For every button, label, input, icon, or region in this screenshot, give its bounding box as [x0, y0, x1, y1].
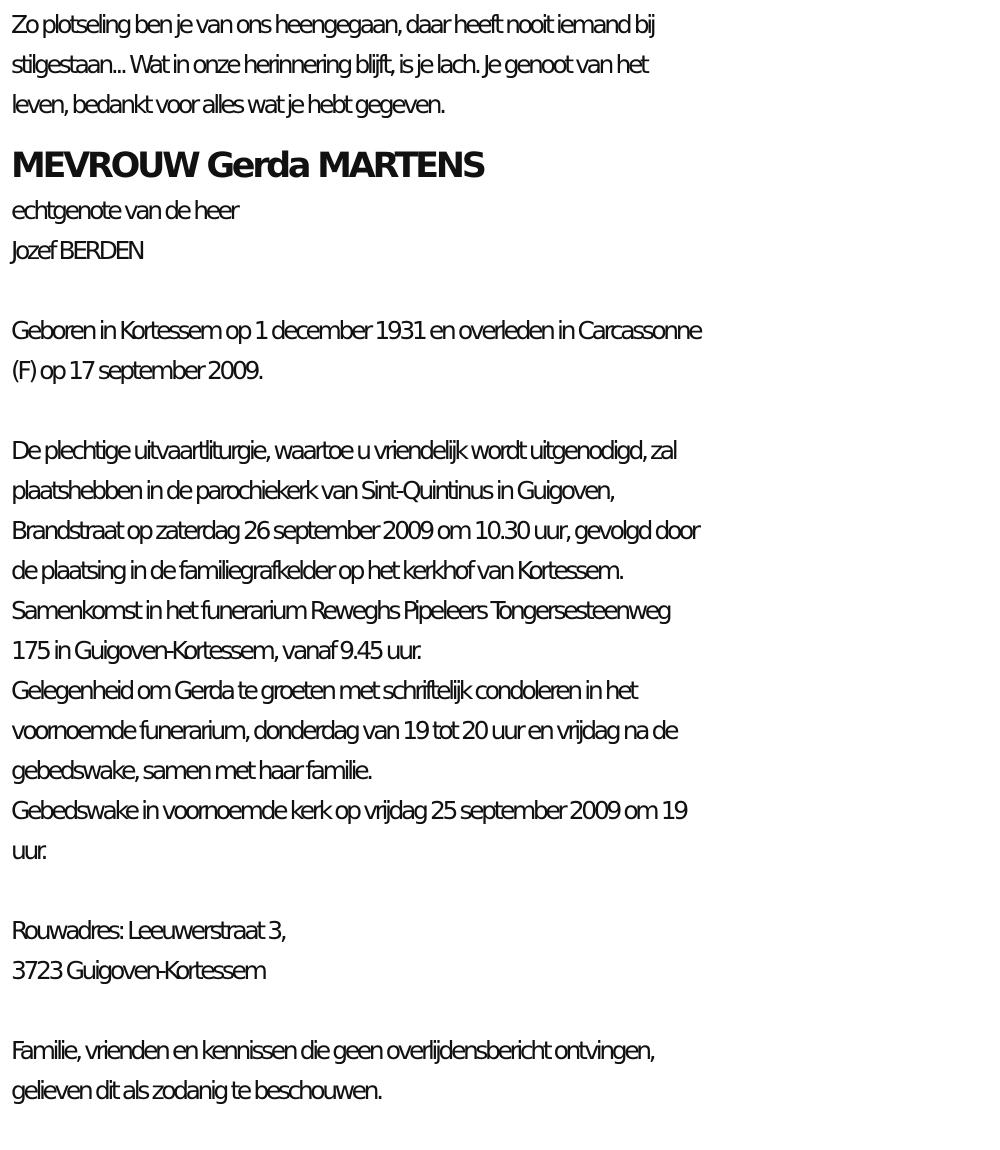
- ceremony-line: Gelegenheid om Gerda te groeten met schriftelijk condoleren in het: [11, 676, 636, 705]
- intro-line: stilgestaan... Wat in onze herinnering blijft, is je lach. Je genoot van het: [11, 50, 647, 79]
- spouse-name: Jozef BERDEN: [11, 236, 143, 265]
- ceremony-line: Samenkomst in het funerarium Reweghs Pipeleers Tongersesteenweg: [11, 596, 670, 625]
- spouse-info: [11, 191, 996, 271]
- closing-line: Familie, vrienden en kennissen die geen overlijdensbericht ontvingen,: [11, 1036, 654, 1065]
- birth-death-line: Geboren in Kortessem op 1 december 1931 en overleden in Carcassonne: [11, 316, 701, 345]
- spacer: [11, 271, 996, 311]
- intro-line: Zo plotseling ben je van ons heengegaan, daar heeft nooit iemand bij: [11, 10, 654, 39]
- birth-death-info: [11, 311, 996, 391]
- spacer: [11, 871, 996, 911]
- deceased-name: MEVROUW Gerda MARTENS: [11, 146, 484, 186]
- ceremony-line: 175 in Guigoven-Kortessem, vanaf 9.45 uur.: [11, 636, 420, 665]
- ceremony-line: De plechtige uitvaartliturgie, waartoe u vriendelijk wordt uitgenodigd, zal: [11, 436, 676, 465]
- intro-line: leven, bedankt voor alles wat je hebt gegeven.: [11, 90, 444, 119]
- spacer: [11, 391, 996, 431]
- ceremony-line: gebedswake, samen met haar familie.: [11, 756, 371, 785]
- ceremony-line: Brandstraat op zaterdag 26 september 2009 om 10.30 uur, gevolgd door: [11, 516, 698, 545]
- address-line: 3723 Guigoven-Kortessem: [11, 956, 265, 985]
- obituary-notice: [11, 5, 996, 1111]
- mourning-address: [11, 911, 996, 991]
- ceremony-info: [11, 431, 996, 871]
- ceremony-line: voornoemde funerarium, donderdag van 19 tot 20 uur en vrijdag na de: [11, 716, 677, 745]
- ceremony-line: de plaatsing in de familiegrafkelder op het kerkhof van Kortessem.: [11, 556, 623, 585]
- closing-note: [11, 1031, 996, 1111]
- spouse-line: echtgenote van de heer: [11, 196, 237, 225]
- spacer: [11, 991, 996, 1031]
- ceremony-line: Gebedswake in voornoemde kerk op vrijdag 25 september 2009 om 19: [11, 796, 686, 825]
- address-line: Rouwadres: Leeuwerstraat 3,: [11, 916, 285, 945]
- intro-verse: [11, 5, 996, 125]
- birth-death-line: (F) op 17 september 2009.: [11, 356, 262, 385]
- ceremony-line: uur.: [11, 836, 46, 865]
- closing-line: gelieven dit als zodanig te beschouwen.: [11, 1076, 381, 1105]
- ceremony-line: plaatshebben in de parochiekerk van Sint-Quintinus in Guigoven,: [11, 476, 614, 505]
